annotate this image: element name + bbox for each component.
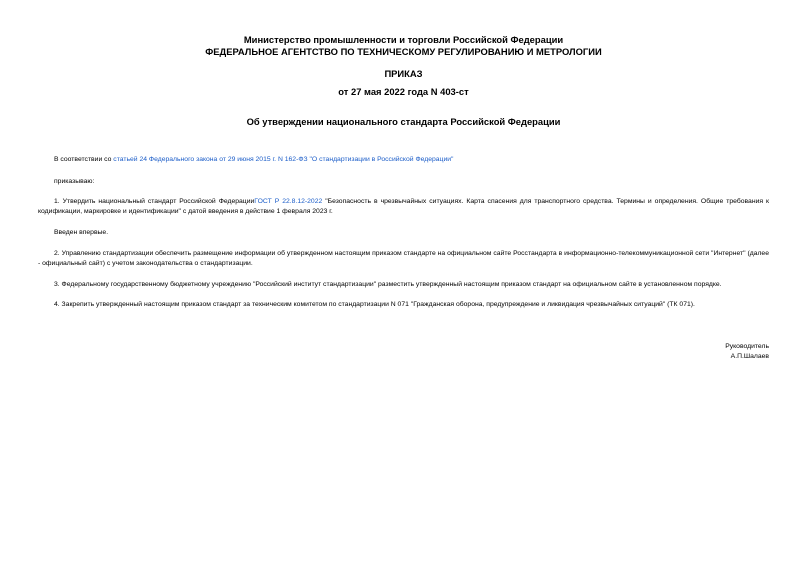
item-3-text: 3. Федеральному государственному бюджетному учреждению "Российский институт стандартизации" разместить утвержденный настоящим приказом стандарт на официальном сайте в установленном порядке. <box>54 281 722 288</box>
item-4-text: 4. Закрепить утвержденный настоящим приказом стандарт за техническим комитетом по стандартизации N 071 "Гражданская оборона, предупреждение и ликвидация чрезвычайных ситуаций" (ТК 071). <box>54 301 695 308</box>
item-1-prefix: 1. Утвердить национальный стандарт Российской Федерации <box>54 198 255 205</box>
item-2-text: 2. Управлению стандартизации обеспечить размещение информации об утвержденном настоящим приказом стандарте на официальном сайте Росстандарта в информационно-телекоммуникационной сети "Интернет" (далее - официальный сайт) с учетом законодательства о стандартизации. <box>38 250 769 267</box>
paragraph-item-1 <box>38 197 769 217</box>
paragraph-item-2 <box>38 249 769 269</box>
paragraph-introduced <box>38 228 769 238</box>
document-date-number: от 27 мая 2022 года N 403-ст <box>338 86 469 97</box>
basis-prefix: В соответствии со <box>54 156 114 163</box>
document-subject: Об утверждении национального стандарта Российской Федерации <box>246 116 561 127</box>
paragraph-item-4 <box>38 300 769 310</box>
document-type: ПРИКАЗ <box>384 68 423 79</box>
item-1-suffix: "Безопасность в чрезвычайных ситуациях. Карта спасения для транспортного средства. Термины и определения. Общие требования к кодификации, маркировке и идентификации" с датой введения в действие 1 февраля 2023 г. <box>38 198 769 215</box>
introduced-text: Введен впервые. <box>54 229 109 236</box>
federal-law-link[interactable]: статьей 24 Федерального закона от 29 июня 2015 г. N 162-ФЗ "О стандартизации в Российской Федерации" <box>113 156 454 163</box>
paragraph-basis <box>38 155 769 165</box>
paragraph-order <box>38 177 769 187</box>
order-text: приказываю: <box>54 178 95 185</box>
gost-link[interactable]: ГОСТ Р 22.8.12-2022 <box>254 198 323 205</box>
paragraph-item-3 <box>38 280 769 290</box>
signature-title: Руководитель <box>725 343 769 350</box>
ministry-title: Министерство промышленности и торговли Российской Федерации <box>243 34 564 45</box>
signature-name: А.П.Шалаев <box>730 353 769 360</box>
agency-title: ФЕДЕРАЛЬНОЕ АГЕНТСТВО ПО ТЕХНИЧЕСКОМУ РЕГУЛИРОВАНИЮ И МЕТРОЛОГИИ <box>205 46 602 57</box>
